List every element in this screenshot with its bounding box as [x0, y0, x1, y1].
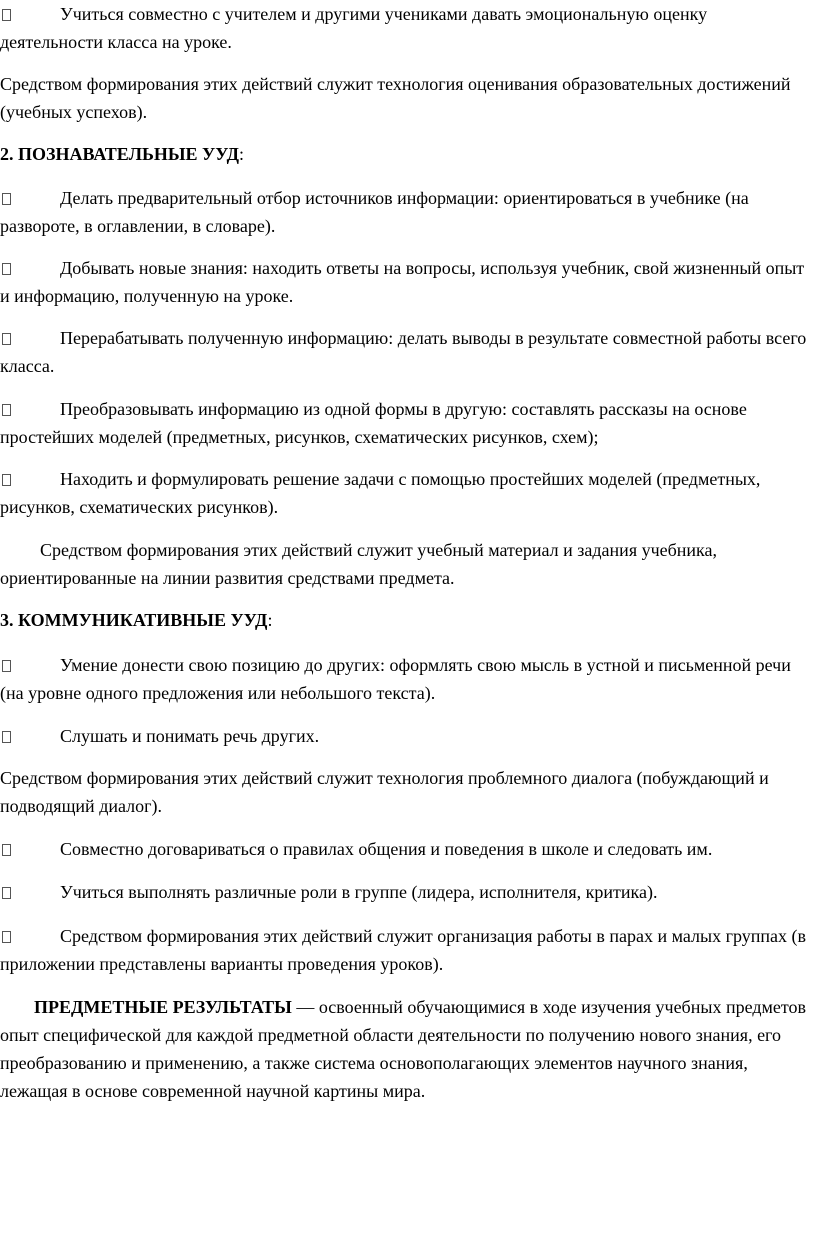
bullet-box-icon	[2, 731, 11, 743]
item-text: Слушать и понимать речь других.	[60, 726, 320, 746]
bullet-item	[0, 835, 814, 863]
bullet-item	[0, 324, 814, 380]
item-text: Перерабатывать полученную информацию: делать выводы в результате совместной работы всего класса.	[0, 328, 807, 376]
item-text: Находить и формулировать решение задачи с помощью простейших моделей (предметных, рисунков, схематических рисунков).	[0, 469, 761, 517]
bullet-box-icon	[2, 9, 11, 21]
item-text: Преобразовывать информацию из одной формы в другую: составлять рассказы на основе простейших моделей (предметных, рисунков, схематических рисунков, схем);	[0, 399, 747, 447]
bullet-item	[0, 0, 814, 56]
bullet-item	[0, 184, 814, 240]
bullet-box-icon	[2, 474, 11, 486]
paragraph: Средством формирования этих действий служит технология проблемного диалога (побуждающий и подводящий диалог).	[0, 768, 769, 816]
bullet-box-icon	[2, 263, 11, 275]
section-heading	[0, 606, 814, 634]
bullet-box-icon	[2, 193, 11, 205]
paragraph-text: — освоенный обучающимися в ходе изучения учебных предметов опыт специфической для каждой предметной области деятельности по получению нового знания, его преобразованию и применению, а также система основополагающих элементов научного знания, лежащая в основе современной научной картины мира.	[0, 997, 806, 1101]
item-text: Учиться совместно с учителем и другими учениками давать эмоциональную оценку деятельности класса на уроке.	[0, 4, 708, 52]
paragraph	[0, 993, 814, 1105]
heading-colon: :	[267, 610, 273, 630]
bullet-box-icon	[2, 931, 11, 943]
paragraph	[0, 536, 814, 592]
heading-title: 2. ПОЗНАВАТЕЛЬНЫЕ УУД	[0, 144, 240, 164]
item-text: Делать предварительный отбор источников информации: ориентироваться в учебнике (на развороте, в оглавлении, в словаре).	[0, 188, 749, 236]
item-text: Совместно договариваться о правилах общения и поведения в школе и следовать им.	[60, 839, 713, 859]
item-text: Средством формирования этих действий служит организация работы в парах и малых группах (в приложении представлены варианты проведения уроков).	[0, 926, 806, 974]
bullet-item	[0, 465, 814, 521]
paragraph-text: Средством формирования этих действий служит учебный материал и задания учебника, ориентированные на линии развития средствами предмета.	[0, 540, 718, 588]
bullet-item	[0, 722, 814, 750]
bullet-box-icon	[2, 404, 11, 416]
bullet-item	[0, 395, 814, 451]
item-text: Учиться выполнять различные роли в группе (лидера, исполнителя, критика).	[60, 882, 658, 902]
item-text: Умение донести свою позицию до других: оформлять свою мысль в устной и письменной речи (на уровне одного предложения или небольшого текста).	[0, 655, 791, 703]
bullet-item	[0, 922, 814, 978]
heading-colon: :	[239, 144, 245, 164]
heading-title: 3. КОММУНИКАТИВНЫЕ УУД	[0, 610, 268, 630]
bullet-item	[0, 878, 814, 906]
item-text: Добывать новые знания: находить ответы на вопросы, используя учебник, свой жизненный опыт и информацию, полученную на уроке.	[0, 258, 805, 306]
bullet-box-icon	[2, 844, 11, 856]
bullet-box-icon	[2, 333, 11, 345]
section-heading	[0, 140, 814, 168]
term-bold: ПРЕДМЕТНЫЕ РЕЗУЛЬТАТЫ	[34, 997, 292, 1017]
bullet-item	[0, 651, 814, 707]
bullet-item	[0, 254, 814, 310]
paragraph: Средством формирования этих действий служит технология оценивания образовательных достижений (учебных успехов).	[0, 74, 791, 122]
bullet-box-icon	[2, 660, 11, 672]
bullet-box-icon	[2, 887, 11, 899]
